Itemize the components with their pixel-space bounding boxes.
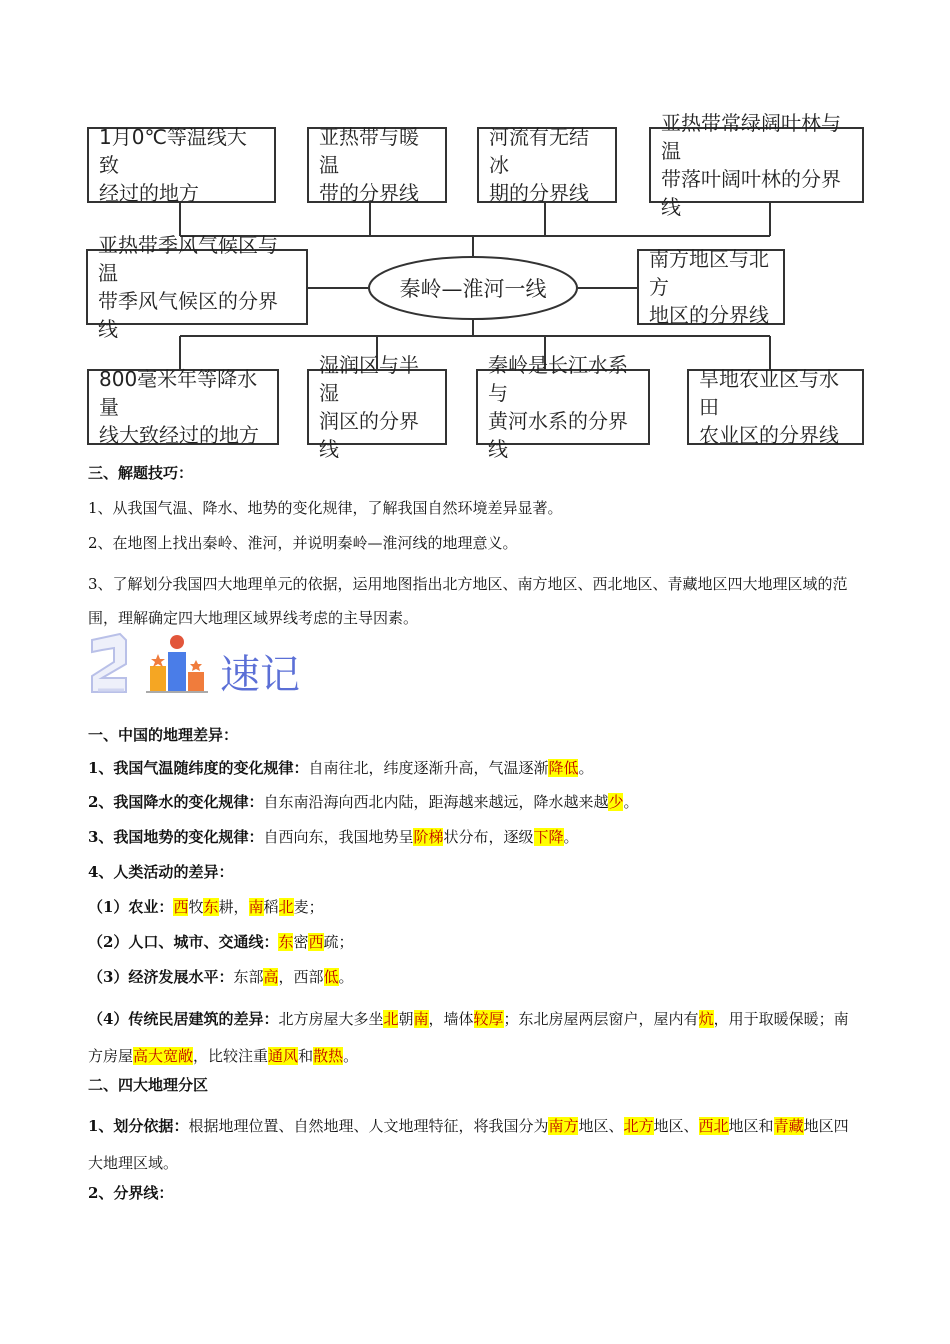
- box-line: 南方地区与北方: [649, 247, 769, 299]
- box-line: 润区的分界线: [319, 409, 419, 461]
- highlight: 低: [323, 968, 339, 986]
- bottom-box-3: [476, 353, 650, 461]
- middle-left-box: [86, 233, 308, 341]
- highlight: 西: [173, 898, 189, 916]
- highlight: 东: [203, 898, 219, 916]
- economy-line: （3）经济发展水平：东部高，西部低。: [88, 968, 354, 986]
- section-title: 速记: [220, 652, 300, 698]
- section2-p2: 2、分界线：: [88, 1184, 174, 1202]
- skills-item-3: 3、了解划分我国四大地理单元的依据，运用地图指出北方地区、南方地区、西北地区、青藏地区四大地理区域的范围，理解确定四大地理区域界线考虑的主导因素。: [88, 575, 848, 627]
- podium-chart-icon: [146, 635, 208, 692]
- box-line: 经过的地方: [99, 181, 199, 205]
- center-label: 秦岭—淮河一线: [399, 277, 547, 301]
- highlight: 较厚: [473, 1010, 504, 1028]
- box-line: 农业区的分界线: [699, 423, 839, 447]
- highlight: 少: [608, 793, 624, 811]
- highlight: 北: [278, 898, 294, 916]
- skills-heading: 三、解题技巧：: [88, 464, 194, 482]
- section1-p4: 4、人类活动的差异：: [88, 863, 234, 881]
- highlight: 南: [413, 1010, 429, 1028]
- agriculture-line: （1）农业：西牧东耕，南稻北麦；: [88, 898, 324, 916]
- highlight: 东: [278, 933, 294, 951]
- box-line: 带季风气候区的分界线: [98, 289, 278, 341]
- box-line: 旱地农业区与水田: [699, 367, 839, 419]
- highlight: 炕: [698, 1010, 714, 1028]
- bottom-box-1: [87, 369, 279, 445]
- highlight: 北: [383, 1010, 399, 1028]
- box-line: 亚热带常绿阔叶林与温: [661, 111, 841, 163]
- highlight: 北方: [623, 1117, 654, 1135]
- section2-p1: 1、划分依据：根据地理位置、自然地理、人文地理特征，将我国分为南方地区、北方地区、西北地区和青藏地区四大地理区域。: [88, 1117, 849, 1172]
- section1-heading: 一、中国的地理差异：: [88, 726, 239, 744]
- top-box-1: [87, 127, 276, 203]
- box-line: 秦岭是长江水系与: [488, 353, 628, 405]
- box-line: 线大致经过的地方: [99, 423, 259, 447]
- box-line: 湿润区与半湿: [319, 353, 419, 405]
- box-line: 期的分界线: [489, 181, 589, 205]
- section-number-icon: [92, 634, 126, 692]
- highlight: 高大宽敞: [133, 1047, 194, 1065]
- box-line: 黄河水系的分界线: [488, 409, 628, 461]
- section2-heading: 二、四大地理分区: [88, 1076, 209, 1094]
- box-line: 亚热带季风气候区与温: [98, 233, 278, 285]
- population-line: （2）人口、城市、交通线：东密西疏；: [88, 933, 354, 951]
- box-line: 河流有无结冰: [489, 125, 589, 177]
- highlight: 通风: [268, 1047, 299, 1065]
- highlight: 西北: [698, 1117, 729, 1135]
- middle-right-box: [637, 249, 785, 325]
- top-box-3: [477, 127, 617, 203]
- highlight: 下降: [533, 828, 564, 846]
- highlight: 西: [308, 933, 324, 951]
- box-line: 800毫米年等降水量: [99, 367, 258, 419]
- highlight: 散热: [313, 1047, 344, 1065]
- box-line: 带的分界线: [319, 181, 419, 205]
- highlight: 高: [263, 968, 279, 986]
- highlight: 降低: [548, 759, 579, 777]
- skills-item-2: 2、在地图上找出秦岭、淮河，并说明秦岭—淮河线的地理意义。: [88, 534, 518, 552]
- section1-p3: 3、我国地势的变化规律：自西向东，我国地势呈阶梯状分布，逐级下降。: [88, 828, 579, 846]
- section-number: 2: [98, 630, 99, 631]
- bottom-box-2: [307, 353, 447, 461]
- box-line: 带落叶阔叶林的分界线: [661, 167, 841, 219]
- highlight: 青藏: [773, 1117, 804, 1135]
- highlight: 南方: [548, 1117, 579, 1135]
- section1-p2: 2、我国降水的变化规律：自东南沿海向西北内陆，距海越来越远，降水越来越少。: [88, 793, 639, 811]
- box-line: 亚热带与暖温: [319, 125, 419, 177]
- top-box-4: [649, 111, 864, 219]
- skills-item-1: 1、从我国气温、降水、地势的变化规律，了解我国自然环境差异显著。: [88, 499, 563, 517]
- section1-p1: 1、我国气温随纬度的变化规律：自南往北，纬度逐渐升高，气温逐渐降低。: [88, 759, 594, 777]
- bottom-box-4: [687, 369, 864, 445]
- highlight: 南: [248, 898, 264, 916]
- box-line: 地区的分界线: [649, 303, 769, 327]
- box-line: 1月0℃等温线大致: [99, 125, 247, 177]
- dwelling-line: （4）传统民居建筑的差异：北方房屋大多坐北朝南，墙体较厚；东北房屋两层窗户，屋内有炕，用于取暖保暖；南方房屋高大宽敞，比较注重通风和散热。: [88, 1010, 849, 1065]
- section-logo: [88, 630, 318, 700]
- highlight: 阶梯: [413, 828, 444, 846]
- top-box-2: [307, 127, 447, 203]
